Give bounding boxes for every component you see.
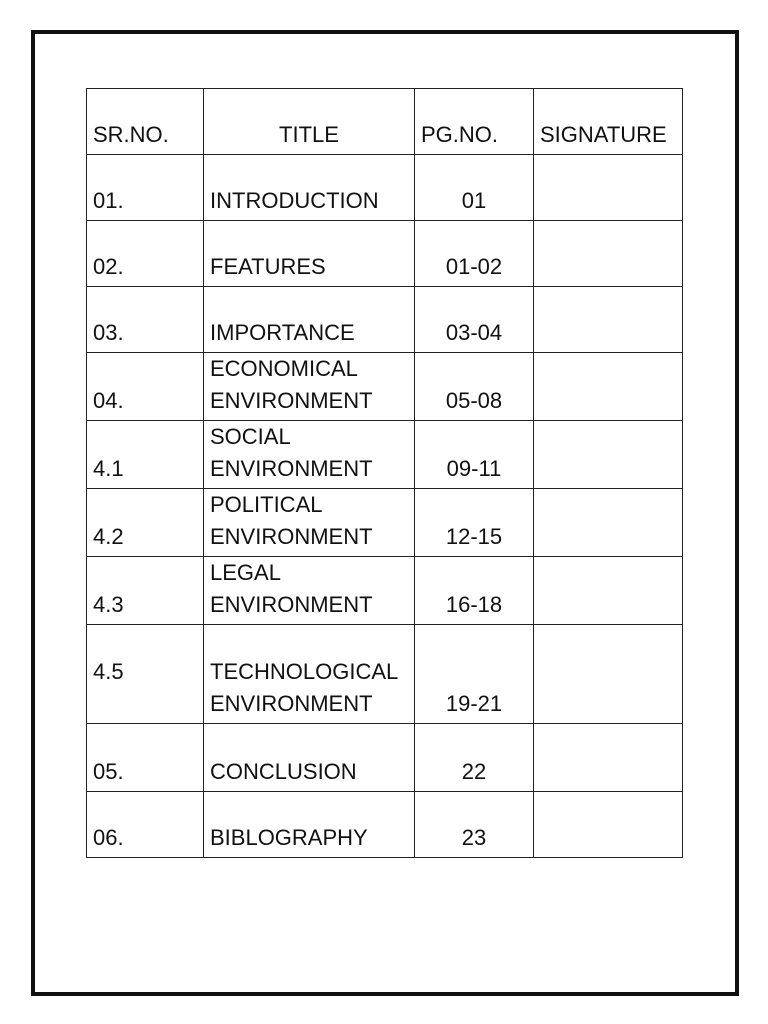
row-title-line: LEGAL <box>210 560 281 585</box>
row-pg-no: 22 <box>415 724 534 792</box>
row-title-line: FEATURES <box>210 254 326 279</box>
row-sr-no: 4.2 <box>87 489 204 557</box>
row-title <box>204 221 415 287</box>
row-pg-no: 05-08 <box>415 353 534 421</box>
row-title-line: ENVIRONMENT <box>210 524 373 549</box>
table-row <box>87 724 683 792</box>
row-signature <box>534 724 683 792</box>
row-sr-no: 02. <box>87 221 204 287</box>
row-sr-no: 06. <box>87 792 204 858</box>
row-pg-no: 03-04 <box>415 287 534 353</box>
row-title <box>204 724 415 792</box>
row-sr-no: 01. <box>87 155 204 221</box>
row-signature <box>534 287 683 353</box>
table-row <box>87 557 683 625</box>
header-signature: SIGNATURE <box>534 89 683 155</box>
row-title <box>204 353 415 421</box>
row-title-line: IMPORTANCE <box>210 320 355 345</box>
row-sr-no: 4.5 <box>87 625 204 724</box>
row-title-line: INTRODUCTION <box>210 188 379 213</box>
row-pg-no: 16-18 <box>415 557 534 625</box>
row-signature <box>534 353 683 421</box>
header-row <box>87 89 683 155</box>
row-pg-no: 23 <box>415 792 534 858</box>
row-title-line: ENVIRONMENT <box>210 691 373 716</box>
row-sr-no: 4.3 <box>87 557 204 625</box>
row-title-line: TECHNOLOGICAL <box>210 659 399 684</box>
row-signature <box>534 792 683 858</box>
row-title <box>204 489 415 557</box>
row-signature <box>534 155 683 221</box>
row-title-line: BIBLOGRAPHY <box>210 825 368 850</box>
contents-table <box>86 88 683 858</box>
row-sr-no: 05. <box>87 724 204 792</box>
row-title-line: ENVIRONMENT <box>210 592 373 617</box>
header-pg-no: PG.NO. <box>415 89 534 155</box>
table-row <box>87 489 683 557</box>
row-title <box>204 421 415 489</box>
row-sr-no: 04. <box>87 353 204 421</box>
table-row <box>87 353 683 421</box>
row-signature <box>534 421 683 489</box>
row-signature <box>534 557 683 625</box>
row-title <box>204 155 415 221</box>
table-row <box>87 287 683 353</box>
row-title-line: ENVIRONMENT <box>210 456 373 481</box>
row-signature <box>534 489 683 557</box>
row-title-line: CONCLUSION <box>210 759 357 784</box>
table-row <box>87 625 683 724</box>
row-pg-no: 09-11 <box>415 421 534 489</box>
header-title: TITLE <box>204 89 415 155</box>
row-pg-no: 01-02 <box>415 221 534 287</box>
row-title <box>204 792 415 858</box>
row-title <box>204 625 415 724</box>
row-title-line: SOCIAL <box>210 424 291 449</box>
row-pg-no: 19-21 <box>415 625 534 724</box>
table-row <box>87 792 683 858</box>
table-row <box>87 221 683 287</box>
table-row <box>87 421 683 489</box>
header-sr-no: SR.NO. <box>87 89 204 155</box>
row-title <box>204 287 415 353</box>
row-signature <box>534 221 683 287</box>
table-row <box>87 155 683 221</box>
row-title-line: ECONOMICAL <box>210 356 358 381</box>
row-pg-no: 12-15 <box>415 489 534 557</box>
row-pg-no: 01 <box>415 155 534 221</box>
row-sr-no: 03. <box>87 287 204 353</box>
row-signature <box>534 625 683 724</box>
row-title-line: ENVIRONMENT <box>210 388 373 413</box>
row-title-line: POLITICAL <box>210 492 323 517</box>
row-title <box>204 557 415 625</box>
row-sr-no: 4.1 <box>87 421 204 489</box>
